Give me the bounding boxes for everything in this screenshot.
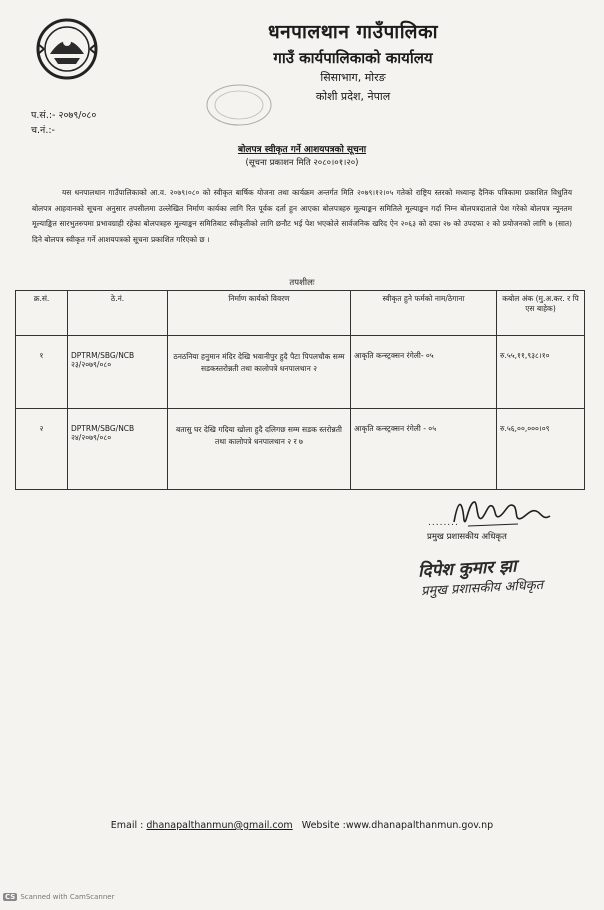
details-label: तपशीलः [289,278,315,288]
notice-subtitle: (सूचना प्रकाशन मिति २०८०।०१।२०) [245,158,359,168]
row-contract-no: DPTRM/SBG/NCB २३/२०७९/०८० [68,336,168,409]
row-work-description: बतासु घर देखि गदिया खोला हुदै दलिगछ सम्म सडक स्तरोन्नती तथा कालोपत्रे धनपालथान २ र ७ [168,409,351,490]
row-firm: आकृति कन्स्ट्रक्सन रंगेली - ०५ [351,409,497,490]
website-link[interactable]: www.dhanapalthanmun.gov.np [345,820,494,831]
website-label: Website : [301,820,346,831]
row-bid-amount: रु.५५,११,९३८।१० [497,336,585,409]
municipality-emblem-logo [36,18,98,80]
dispatch-number: च.नं.:- [31,125,55,136]
scanner-text: Scanned with CamScanner [20,893,115,901]
row-firm: आकृति कन्स्ट्रक्सन रंगेली- ०५ [351,336,497,409]
reference-block [31,108,96,138]
office-location: सिसाभाग, मोरङ [320,71,386,84]
header-firm: स्वीकृत हुने फर्मको नाम/ठेगाना [351,291,497,336]
row-contract-no: DPTRM/SBG/NCB २४/२०७९/०८० [68,409,168,490]
contact-footer [0,820,604,831]
email-label: Email : [110,820,144,831]
notice-title: बोलपत्र स्वीकृत गर्ने आशयपत्रको सूचना [237,145,367,155]
table-row [16,409,585,490]
row-work-description: ठनठनिया हनुमान मंदिर देखि भवानीपुर हुदै पैटा पिपलचौक सम्म सडकस्तरोन्नती तथा कालोपत्रे धनपालथान २ [168,336,351,409]
signatory-title: प्रमुख प्रशासकीय अधिकृत [427,532,507,542]
signature-line: ........ [428,518,459,528]
handwritten-signature [448,492,556,534]
row-bid-amount: रु.५६,००,०००।०९ [497,409,585,490]
header-sn: क्र.सं. [16,291,68,336]
notice-body: यस धनपालथान गाउँपालिकाको आ.व. २०७९।०८० को स्वीकृत बार्षिक योजना तथा कार्यक्रम अन्तर्गत मिति २०७९।१२।०५ गतेको राष्ट्रिय स्तरको मध्यान्ह दैनिक पत्रिकामा प्रकाशित विधुतिय बोलपत्र आहवानको सूचना अनुसार तपसीलमा उल्लेखित निर्माण कार्यका लागि रित पूर्वक दर्ता हुन आएका बोलपत्रहरु मूल्याङ्कन समितिले मूल्याङ्कन गर्दा निम्न बोलपत्रदाताले पेश गरेको बोलपत्र न्यूनतम मूल्याङ्कित सारभुतरुपमा प्रभावग्राही रहेका बोलपत्रहरु मूल्याङ्कन समितिबाट स्वीकृतीको लागि छनौट भई पेश भएकोले सार्वजनिक खरिद ऐन २०६३ को दफा २७ को उपदफा २ को प्रयोजनको लागि ७ (सात) दिने बोलपत्र स्वीकृत गर्ने आशयपत्रको सूचना प्रकाशित गरिएको छ । [32,188,572,244]
header-contract-no: ठे.नं. [68,291,168,336]
table-header-row [16,291,585,336]
table-row [16,336,585,409]
letter-number: प.सं.:- २०७९/०८० [31,110,97,121]
signatory-designation-stamp: प्रमुख प्रशासकीय अधिकृत [420,577,544,600]
row-sn: १ [16,336,68,409]
office-seal-stamp [204,82,274,128]
scanner-watermark [3,893,114,901]
tender-table [15,290,585,490]
camscanner-icon: CS [5,893,16,901]
header-bid-amount: कबोल अंक (मु.अ.कर. र पि एस बाहेक) [497,291,585,336]
email-link[interactable]: dhanapalthanmun@gmail.com [146,820,293,831]
header-work-description: निर्माण कार्यको विवरण [168,291,351,336]
office-province: कोशी प्रदेश, नेपाल [315,90,391,103]
office-name: गाउँ कार्यपालिकाको कार्यालय [273,49,433,67]
signatory-name-stamp: दिपेश कुमार झा [417,556,517,582]
row-sn: २ [16,409,68,490]
municipality-name: धनपालथान गाउँपालिका [267,21,439,43]
